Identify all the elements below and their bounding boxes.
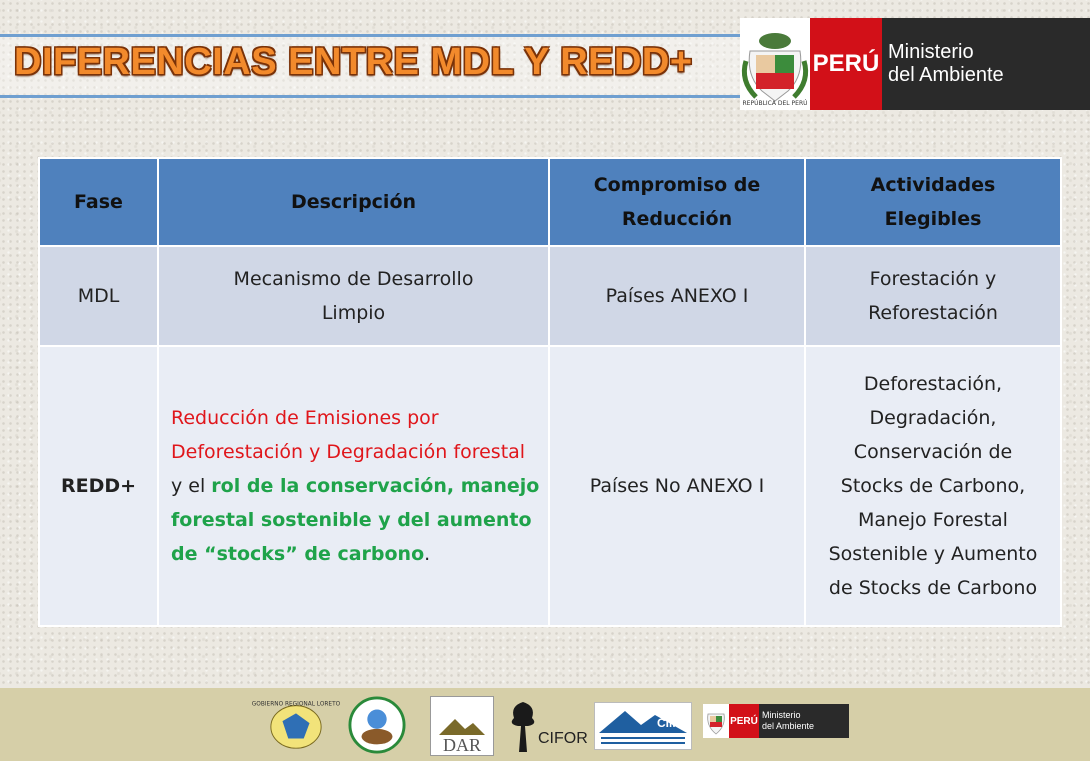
cell-fase-redd: REDD+ xyxy=(39,346,158,626)
mini-ministry-name xyxy=(759,704,849,738)
tree-icon xyxy=(506,696,540,754)
cima-logo xyxy=(594,702,692,750)
comparison-table xyxy=(38,157,1062,627)
title-banner xyxy=(0,34,748,98)
table-row xyxy=(39,346,1061,626)
footer-logos xyxy=(0,688,1090,761)
mini-peru-label: PERÚ xyxy=(729,704,759,738)
dar-mountain-icon xyxy=(437,715,487,735)
mini-ministry-line-2: del Ambiente xyxy=(762,721,815,731)
shield-caption: REPÚBLICA DEL PERÚ xyxy=(742,100,808,107)
cell-fase-mdl: MDL xyxy=(39,246,158,346)
peru-shield-icon xyxy=(740,18,810,110)
gobierno-regional-logo-icon xyxy=(251,696,341,754)
ministry-line-1: Ministerio xyxy=(888,41,974,63)
cifor-logo xyxy=(506,696,586,754)
peru-label: PERÚ xyxy=(810,18,882,110)
dar-label: DAR xyxy=(442,735,481,755)
ministerio-logo xyxy=(740,18,1090,110)
header-descripcion: Descripción xyxy=(158,158,549,246)
desc-mid-text: y el xyxy=(171,475,212,497)
desc-end-text: . xyxy=(424,543,431,565)
slide-title: DIFERENCIAS ENTRE MDL Y REDD+ xyxy=(14,41,693,83)
mini-shield-icon xyxy=(703,704,729,738)
cell-compromiso-redd: Países No ANEXO I xyxy=(549,346,805,626)
cell-actividades-mdl: Forestación y Reforestación xyxy=(805,246,1061,346)
cell-actividades-redd: Deforestación, Degradación, Conservación de Stocks de Carbono, Manejo Forestal Sostenible y Aumento de Stocks de Carbono xyxy=(805,346,1061,626)
environment-seal-icon xyxy=(340,696,414,754)
mini-ministry-line-1: Ministerio xyxy=(762,710,801,720)
table-header-row xyxy=(39,158,1061,246)
header-compromiso: Compromiso de Reducción xyxy=(549,158,805,246)
gobierno-label: GOBIERNO REGIONAL LORETO xyxy=(251,701,341,708)
mini-ministerio-logo xyxy=(703,704,849,738)
cell-desc-redd xyxy=(158,346,549,626)
header-fase: Fase xyxy=(39,158,158,246)
desc-green-text: rol de la conservación, manejo forestal sostenible y del aumento de “stocks” de carbono xyxy=(171,475,540,565)
cell-compromiso-mdl: Países ANEXO I xyxy=(549,246,805,346)
ministry-line-2: del Ambiente xyxy=(888,64,1004,86)
dar-logo xyxy=(430,696,494,756)
cell-desc-mdl: Mecanismo de Desarrollo Limpio xyxy=(158,246,549,346)
cima-label: CIMA xyxy=(657,716,688,730)
cifor-label: CIFOR xyxy=(538,730,588,747)
ministry-name xyxy=(882,18,1090,110)
header-actividades: Actividades Elegibles xyxy=(805,158,1061,246)
desc-red-text: Reducción de Emisiones por Deforestación y Degradación forestal xyxy=(171,407,526,463)
cima-mountain-icon xyxy=(595,703,691,749)
table-row xyxy=(39,246,1061,346)
